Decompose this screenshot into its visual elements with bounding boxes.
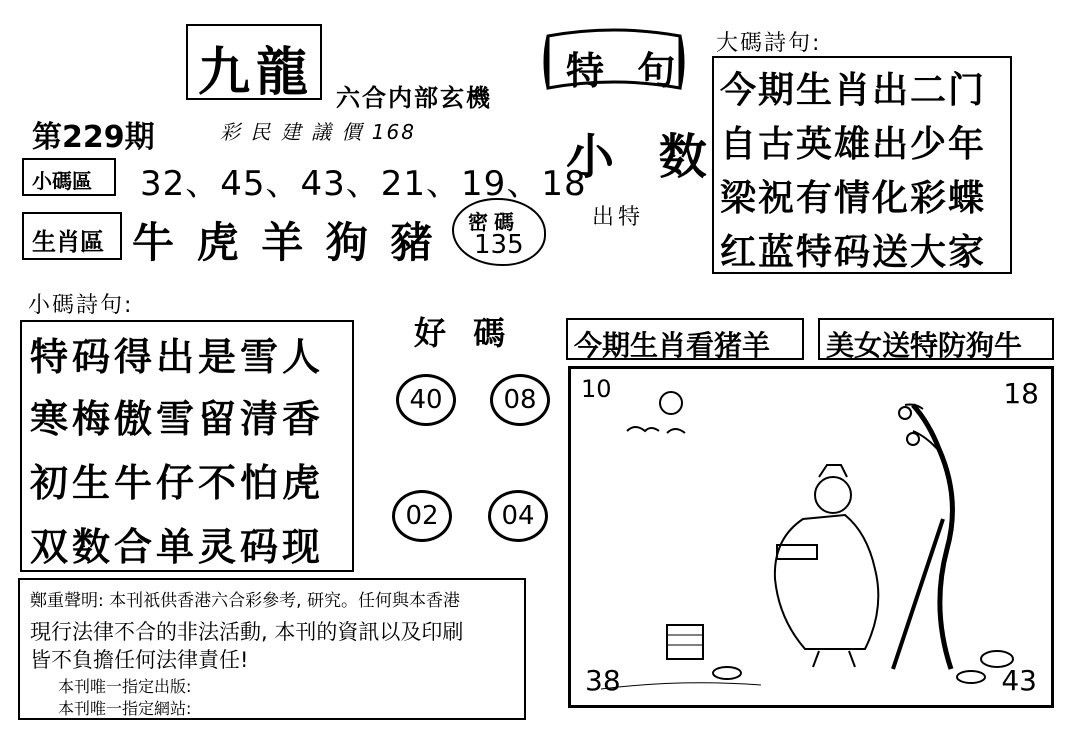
small-poem-line: 寒梅傲雪留清香	[30, 397, 325, 441]
notice-line: 皆不負擔任何法律責任!	[30, 648, 249, 672]
small-poem-line: 初生牛仔不怕虎	[30, 461, 325, 505]
good-number: 08	[490, 374, 550, 426]
small-numbers-label: 小碼區	[32, 169, 92, 193]
scholar-robe	[775, 515, 878, 649]
scholar-head	[815, 477, 851, 513]
book-icon	[777, 545, 817, 559]
notice-line: 現行法律不合的非法活動, 本刊的資訊以及印刷	[30, 620, 464, 644]
subtitle: 六合内部玄機	[336, 84, 492, 112]
corner-number: 38	[585, 664, 621, 697]
big-poem-line: 今期生肖出二门	[720, 70, 987, 111]
secret-code-badge	[452, 198, 546, 266]
hint-box-2	[818, 318, 1054, 360]
zodiac-value: 牛 虎 羊 狗 豬	[132, 218, 437, 267]
big-poem-line: 自古英雄出少年	[720, 124, 987, 165]
notice-box	[18, 578, 526, 720]
secret-code-label: 密碼	[468, 210, 520, 234]
moon-icon	[660, 392, 682, 414]
small-poem-box	[20, 320, 354, 572]
hint-text: 今期生肖看猪羊	[574, 329, 771, 362]
issue-number: 第229期	[32, 120, 155, 155]
picture-panel	[568, 366, 1054, 708]
good-number: 40	[396, 374, 456, 426]
notice-sub-line: 本刊唯一指定出版:	[58, 677, 192, 696]
big-poem-line: 梁祝有情化彩蝶	[720, 178, 987, 219]
big-poem-line: 红蓝特码送大家	[720, 232, 987, 273]
big-poem-label: 大碼詩句:	[716, 31, 822, 56]
small-numbers-label-box	[22, 158, 116, 196]
good-numbers-label: 好 碼	[414, 314, 514, 352]
brand-title: 九龍	[198, 42, 315, 103]
notice-sub-line: 本刊唯一指定網站:	[58, 699, 192, 718]
special-word: 小 数	[566, 129, 721, 185]
corner-number: 10	[581, 375, 612, 403]
secret-code-value: 135	[474, 230, 524, 260]
cloud-icon	[627, 427, 659, 431]
special-note: 出特	[592, 205, 645, 230]
good-number: 02	[392, 490, 452, 542]
small-poem-line: 特码得出是雪人	[30, 335, 325, 379]
special-banner-text: 特 句	[566, 49, 686, 93]
price-text: 彩 民 建 議 價 168	[220, 120, 416, 144]
brand-box	[186, 24, 322, 103]
corner-number: 18	[1003, 377, 1039, 410]
small-poem-line: 双数合单灵码现	[30, 525, 325, 569]
good-number: 04	[488, 490, 548, 542]
zodiac-label-box	[22, 212, 122, 260]
small-poem-label: 小碼詩句:	[28, 293, 134, 318]
hint-text: 美女送特防狗牛	[826, 329, 1023, 362]
small-numbers-value: 32、45、43、21、19、18	[140, 164, 587, 204]
big-poem-box	[712, 56, 1012, 274]
hint-box-1	[566, 318, 804, 360]
corner-number: 43	[1001, 664, 1037, 697]
zodiac-label: 生肖區	[32, 228, 104, 256]
book-stack-icon	[667, 625, 703, 659]
cloud-icon	[667, 429, 685, 433]
notice-line: 鄭重聲明: 本刊祇供香港六合彩參考, 研究。任何與本香港	[30, 591, 460, 611]
scholar-illustration	[571, 369, 1051, 705]
